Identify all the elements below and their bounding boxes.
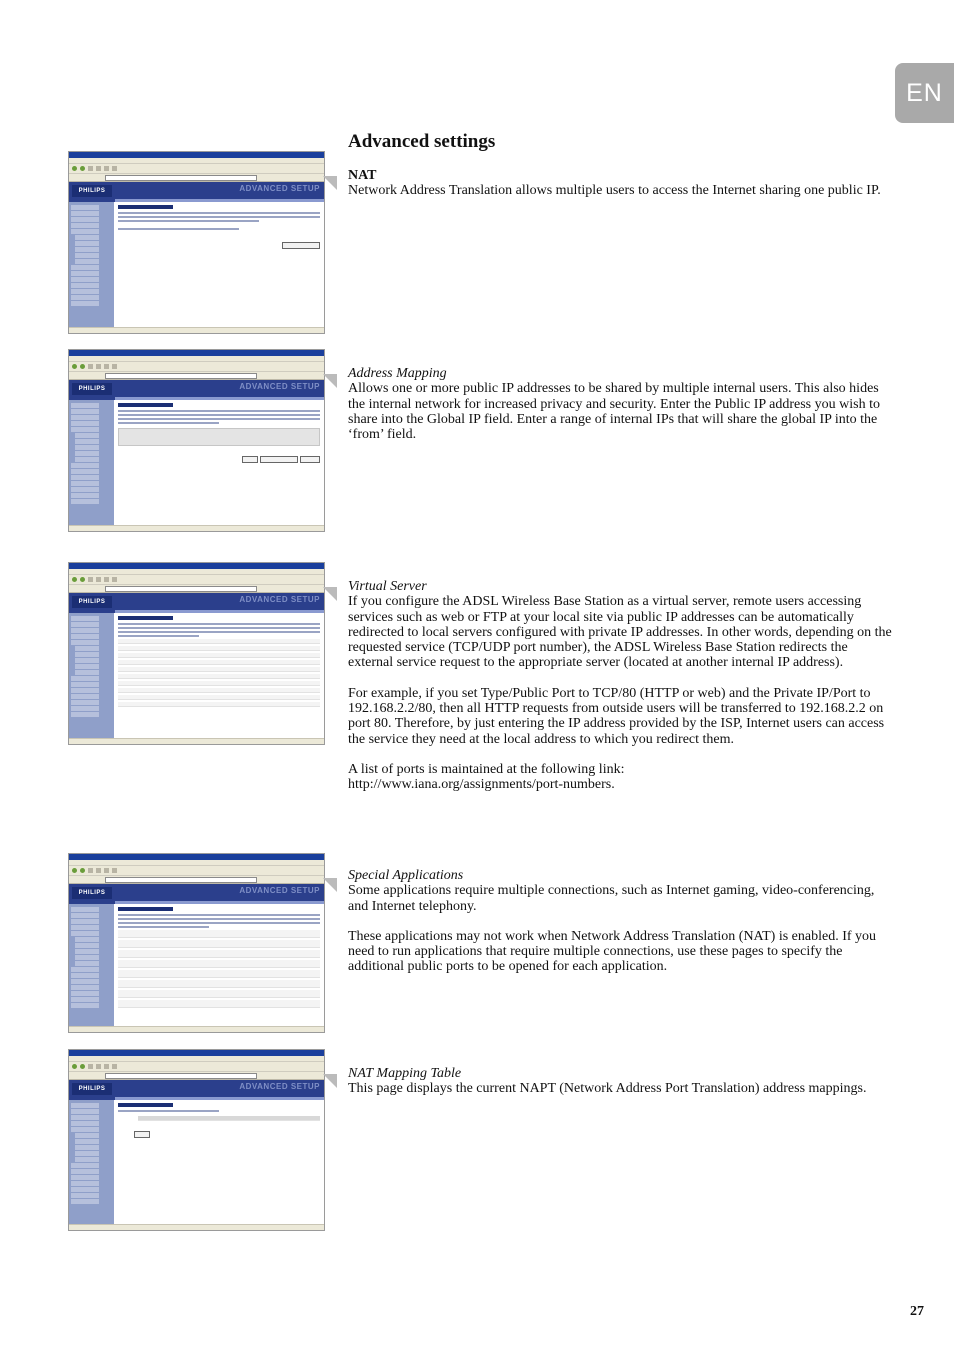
philips-logo: PHILIPS	[72, 887, 112, 899]
language-tab: EN	[895, 63, 954, 123]
callout-arrow	[323, 587, 337, 601]
nat-title: NAT	[348, 168, 377, 183]
page-title: Advanced settings	[348, 131, 496, 152]
philips-logo: PHILIPS	[72, 1083, 112, 1095]
philips-logo: PHILIPS	[72, 383, 112, 395]
nat-mapping-section	[348, 1066, 893, 1097]
page-number: 27	[910, 1304, 924, 1319]
special-applications-title: Special Applications	[348, 868, 464, 883]
address-mapping-screenshot	[68, 349, 325, 532]
virtual-server-body-3: A list of ports is maintained at the following link:	[348, 761, 625, 777]
nat-body: Network Address Translation allows multiple users to access the Internet sharing one public IP.	[348, 183, 881, 199]
nat-section	[348, 168, 893, 199]
special-applications-body-1: Some applications require multiple connections, such as Internet gaming, video-conferencing, and Internet telephony.	[348, 883, 875, 914]
callout-arrow	[323, 374, 337, 388]
nat-mapping-title: NAT Mapping Table	[348, 1066, 462, 1081]
virtual-server-title: Virtual Server	[348, 579, 427, 594]
virtual-server-section	[348, 579, 893, 793]
nat-mapping-screenshot	[68, 1049, 325, 1231]
callout-arrow	[323, 878, 337, 892]
virtual-server-body-1: If you configure the ADSL Wireless Base Station as a virtual server, remote users accessing services such as web or FTP at your local site via public IP addresses can be automatically redirected to local servers configured with private IP addresses. In other words, depending on the requested service (TCP/UDP port number), the ADSL Wireless Base Station redirects the external service request to the appropriate server (located at another internal IP address).	[348, 594, 892, 671]
callout-arrow	[323, 1074, 337, 1088]
port-numbers-link: http://www.iana.org/assignments/port-numbers.	[348, 777, 615, 793]
special-applications-section	[348, 868, 893, 975]
philips-logo: PHILIPS	[72, 596, 112, 608]
advanced-setup-banner: ADVANCED SETUP	[239, 382, 320, 391]
nat-settings-screenshot	[68, 151, 325, 334]
address-mapping-section	[348, 366, 893, 442]
nat-mapping-body: This page displays the current NAPT (Network Address Port Translation) address mappings.	[348, 1081, 867, 1097]
address-mapping-title: Address Mapping	[348, 366, 447, 381]
address-mapping-body: Allows one or more public IP addresses to be shared by multiple internal users. This also hides the internal network for increased privacy and security. Enter the Public IP address you wish to share into the Global IP field. Enter a range of internal IPs that will share the global IP into the ‘from’ field.	[348, 381, 880, 443]
special-applications-body-2: These applications may not work when Network Address Translation (NAT) is enabled. If you need to run applications that require multiple connections, use these pages to specify the additional public ports to be opened for each application.	[348, 928, 877, 975]
advanced-setup-banner: ADVANCED SETUP	[239, 886, 320, 895]
special-applications-screenshot	[68, 853, 325, 1033]
advanced-setup-banner: ADVANCED SETUP	[239, 1082, 320, 1091]
philips-logo: PHILIPS	[72, 185, 112, 197]
callout-arrow	[323, 176, 337, 190]
advanced-setup-banner: ADVANCED SETUP	[239, 184, 320, 193]
virtual-server-body-2: For example, if you set Type/Public Port to TCP/80 (HTTP or web) and the Private IP/Port to 192.168.2.2/80, then all HTTP requests from outside users will be transferred to 192.168.2.2 on port 80. Therefore, by just entering the IP address provided by the ISP, Internet users can access the service they need at the local address to which you redirect them.	[348, 685, 885, 747]
virtual-server-screenshot	[68, 562, 325, 745]
advanced-setup-banner: ADVANCED SETUP	[239, 595, 320, 604]
